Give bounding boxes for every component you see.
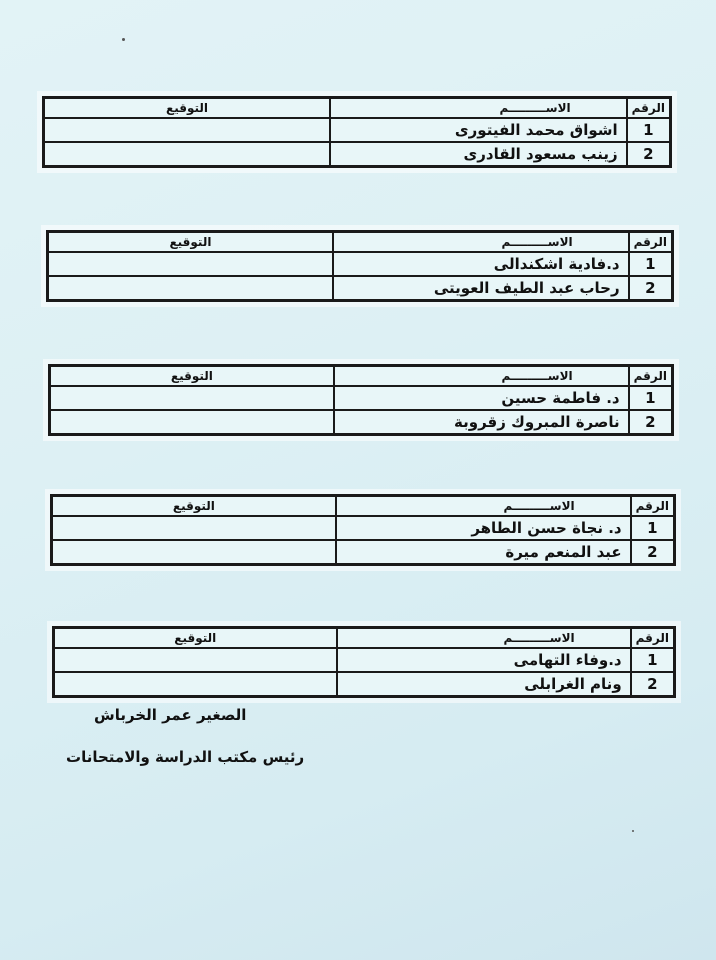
row-name: د. فاطمة حسين <box>334 386 629 410</box>
paper-speck <box>632 830 634 832</box>
row-signature-cell <box>52 516 336 540</box>
row-signature-cell <box>44 142 330 166</box>
signature-table-4 <box>50 494 676 566</box>
table-row <box>50 410 672 434</box>
row-signature-cell <box>50 386 334 410</box>
row-signature-cell <box>50 410 334 434</box>
row-signature-cell <box>48 252 333 276</box>
row-signature-cell <box>52 540 336 564</box>
header-signature: التوقيع <box>52 496 336 516</box>
row-number: 1 <box>629 252 672 276</box>
row-name: زينب مسعود القادرى <box>330 142 627 166</box>
signature-table-1 <box>42 96 672 168</box>
table-header-row <box>54 628 674 648</box>
signature-table-3 <box>48 364 674 436</box>
header-number: الرقم <box>629 232 672 252</box>
row-number: 2 <box>631 540 674 564</box>
row-name: د. نجاة حسن الطاهر <box>336 516 631 540</box>
header-name: الاســـــــــم <box>337 628 631 648</box>
row-name: د.وفاء التهامى <box>337 648 631 672</box>
row-signature-cell <box>48 276 333 300</box>
header-name: الاســـــــــم <box>336 496 631 516</box>
header-number: الرقم <box>629 366 672 386</box>
table-row <box>44 142 670 166</box>
table-header-row <box>48 232 672 252</box>
table-header-row <box>50 366 672 386</box>
row-name: عبد المنعم ميرة <box>336 540 631 564</box>
header-number: الرقم <box>631 628 674 648</box>
row-name: ناصرة المبروك زقروبة <box>334 410 629 434</box>
row-number: 1 <box>631 648 674 672</box>
row-name: ونام الغرابلى <box>337 672 631 696</box>
header-signature: التوقيع <box>44 98 330 118</box>
table-row <box>50 386 672 410</box>
row-signature-cell <box>54 648 337 672</box>
table-row <box>54 672 674 696</box>
row-number: 1 <box>631 516 674 540</box>
header-name: الاســـــــــم <box>333 232 629 252</box>
row-name: اشواق محمد الفيتورى <box>330 118 627 142</box>
table-row <box>48 252 672 276</box>
header-name: الاســـــــــم <box>330 98 627 118</box>
row-signature-cell <box>44 118 330 142</box>
table-row <box>54 648 674 672</box>
row-number: 2 <box>629 276 672 300</box>
table-header-row <box>52 496 674 516</box>
row-signature-cell <box>54 672 337 696</box>
row-number: 1 <box>627 118 670 142</box>
row-number: 2 <box>631 672 674 696</box>
table-row <box>44 118 670 142</box>
table-row <box>48 276 672 300</box>
signatory-name: الصغير عمر الخرباش <box>94 706 247 724</box>
header-number: الرقم <box>631 496 674 516</box>
row-name: رحاب عبد الطيف العويتى <box>333 276 629 300</box>
signature-table-5 <box>52 626 676 698</box>
header-name: الاســـــــــم <box>334 366 629 386</box>
row-number: 2 <box>627 142 670 166</box>
header-signature: التوقيع <box>54 628 337 648</box>
signatory-title: رئيس مكتب الدراسة والامتحانات <box>66 748 305 766</box>
table-row <box>52 540 674 564</box>
row-number: 1 <box>629 386 672 410</box>
table-header-row <box>44 98 670 118</box>
row-name: د.فادية اشكندالى <box>333 252 629 276</box>
signature-table-2 <box>46 230 674 302</box>
table-row <box>52 516 674 540</box>
paper-speck <box>122 38 125 41</box>
header-signature: التوقيع <box>48 232 333 252</box>
header-signature: التوقيع <box>50 366 334 386</box>
row-number: 2 <box>629 410 672 434</box>
header-number: الرقم <box>627 98 670 118</box>
